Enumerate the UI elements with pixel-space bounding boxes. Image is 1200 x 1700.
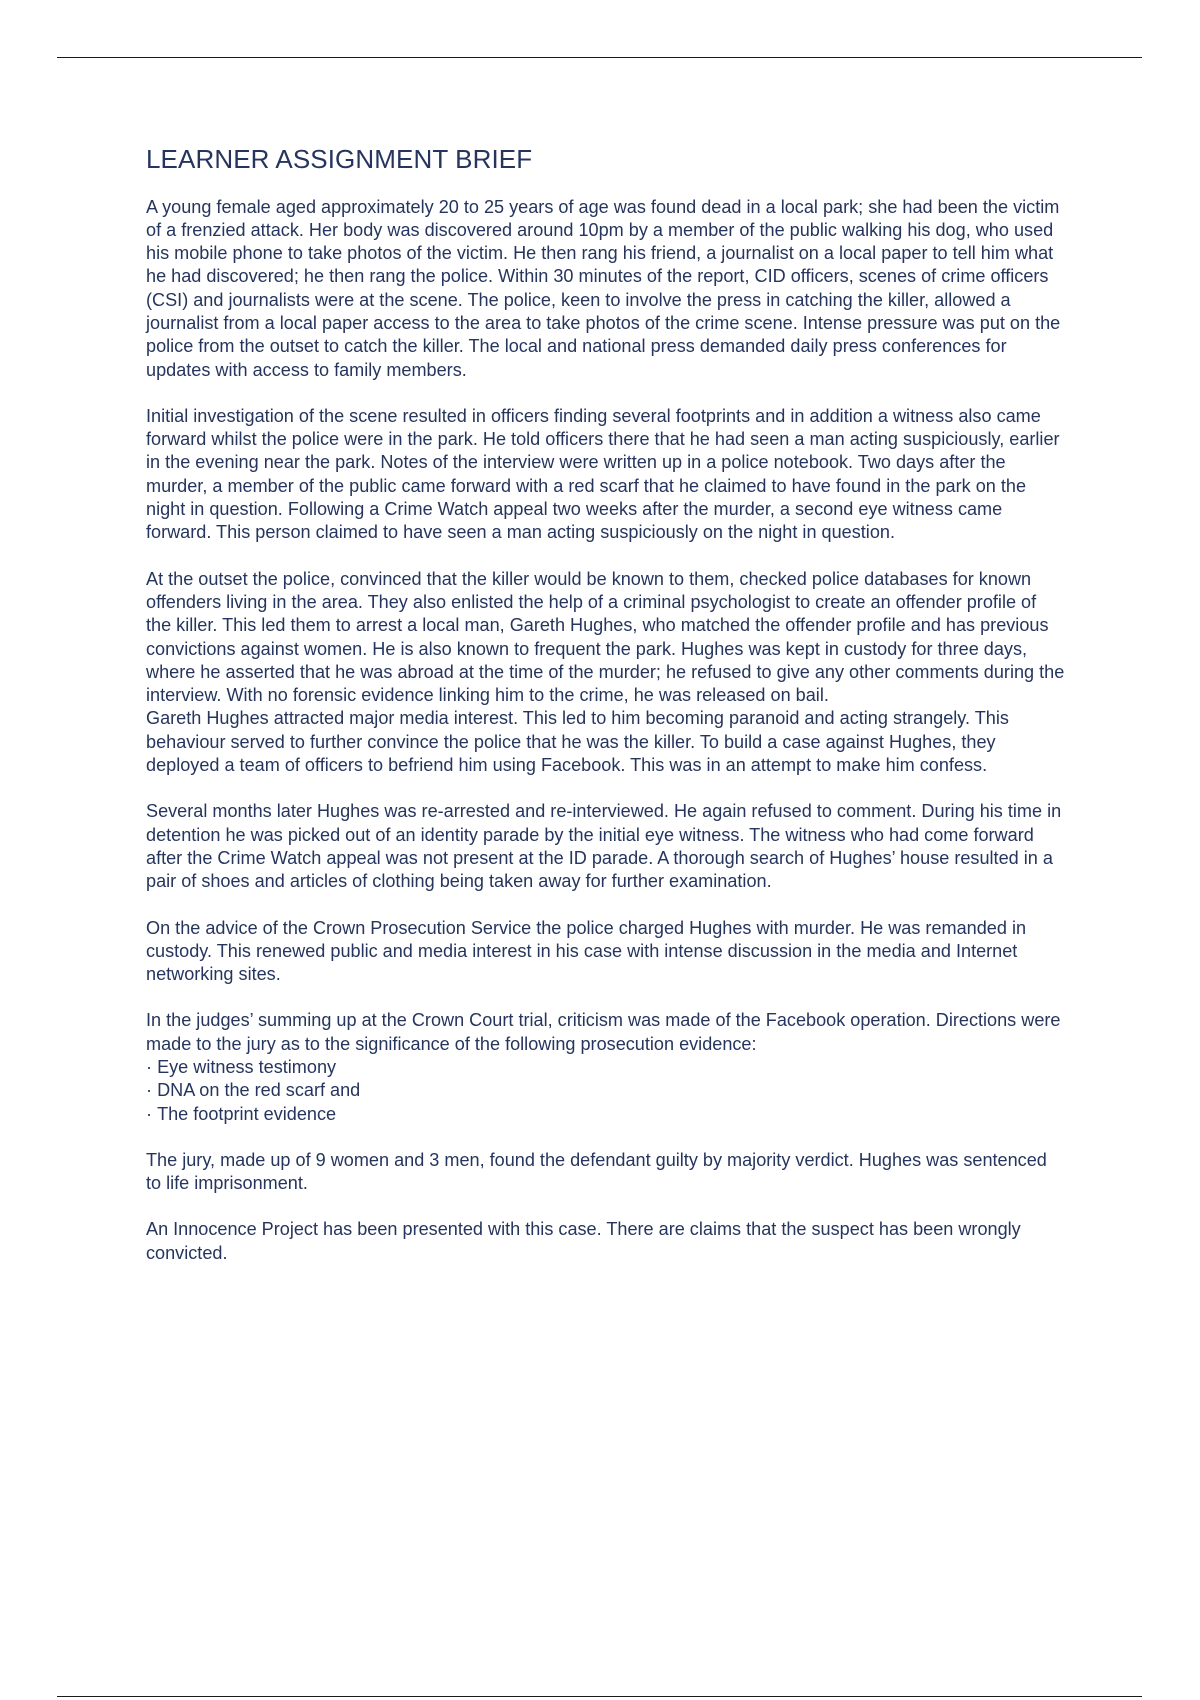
list-item: · Eye witness testimony [146, 1056, 1066, 1079]
paragraph-arrest: At the outset the police, convinced that the killer would be known to them, checked police databases for known offenders living in the area. They also enlisted the help of a criminal psychologist to create an offender profile of the killer. This led them to arrest a local man, Gareth Hughes, who matched the offender profile and has previous convictions against women. He is also known to frequent the park. Hughes was kept in custody for three days, where he asserted that he was abroad at the time of the murder; he refused to give any other comments during the interview. With no forensic evidence linking him to the crime, he was released on bail. [146, 568, 1065, 706]
assignment-brief [146, 143, 1066, 1288]
evidence-list [146, 1056, 1066, 1126]
paragraph-media-interest: Gareth Hughes attracted major media interest. This led to him becoming paranoid and acting strangely. This behaviour served to further convince the police that he was the killer. To build a case against Hughes, they deployed a team of officers to befriend him using Facebook. This was in an attempt to make him confess. [146, 708, 1009, 776]
document-title: LEARNER ASSIGNMENT BRIEF [146, 144, 533, 174]
list-item: · DNA on the red scarf and [146, 1079, 1066, 1102]
paragraph-innocence-project: An Innocence Project has been presented with this case. There are claims that the suspect has been wrongly convicted. [146, 1219, 1021, 1263]
paragraph-re-arrest: Several months later Hughes was re-arrested and re-interviewed. He again refused to comment. During his time in detention he was picked out of an identity parade by the initial eye witness. The witness who had come forward after the Crime Watch appeal was not present at the ID parade. A thorough search of Hughes’ house resulted in a pair of shoes and articles of clothing being taken away for further examination. [146, 801, 1062, 892]
top-rule [57, 57, 1142, 58]
bottom-rule [57, 1696, 1142, 1697]
paragraph-verdict: The jury, made up of 9 women and 3 men, found the defendant guilty by majority verdict. Hughes was sentenced to life imprisonment. [146, 1149, 1047, 1194]
paragraph-summing-up: In the judges’ summing up at the Crown Court trial, criticism was made of the Facebook operation. Directions were made to the jury as to the significance of the following prosecution evidence: [146, 1010, 1061, 1054]
list-item: · The footprint evidence [146, 1103, 1066, 1126]
paragraph-discovery: A young female aged approximately 20 to 25 years of age was found dead in a local park; she had been the victim of a frenzied attack. Her body was discovered around 10pm by a member of the public walking his dog, who used his mobile phone to take photos of the victim. He then rang his friend, a journalist on a local paper to tell him what he had discovered; he then rang the police. Within 30 minutes of the report, CID officers, scenes of crime officers (CSI) and journalists were at the scene. The police, keen to involve the press in catching the killer, allowed a journalist from a local paper access to the area to take photos of the crime scene. Intense pressure was put on the police from the outset to catch the killer. The local and national press demanded daily press conferences for updates with access to family members. [146, 196, 1061, 380]
paragraph-initial-investigation: Initial investigation of the scene resulted in officers finding several footprints and in addition a witness also came forward whilst the police were in the park. He told officers there that he had seen a man acting suspiciously, earlier in the evening near the park. Notes of the interview were written up in a police notebook. Two days after the murder, a member of the public came forward with a red scarf that he claimed to have found in the park on the night in question. Following a Crime Watch appeal two weeks after the murder, a second eye witness came forward. This person claimed to have seen a man acting suspiciously on the night in question. [146, 405, 1060, 543]
paragraph-charge: On the advice of the Crown Prosecution Service the police charged Hughes with murder. He was remanded in custody. This renewed public and media interest in his case with intense discussion in the media and Internet networking sites. [146, 917, 1027, 985]
